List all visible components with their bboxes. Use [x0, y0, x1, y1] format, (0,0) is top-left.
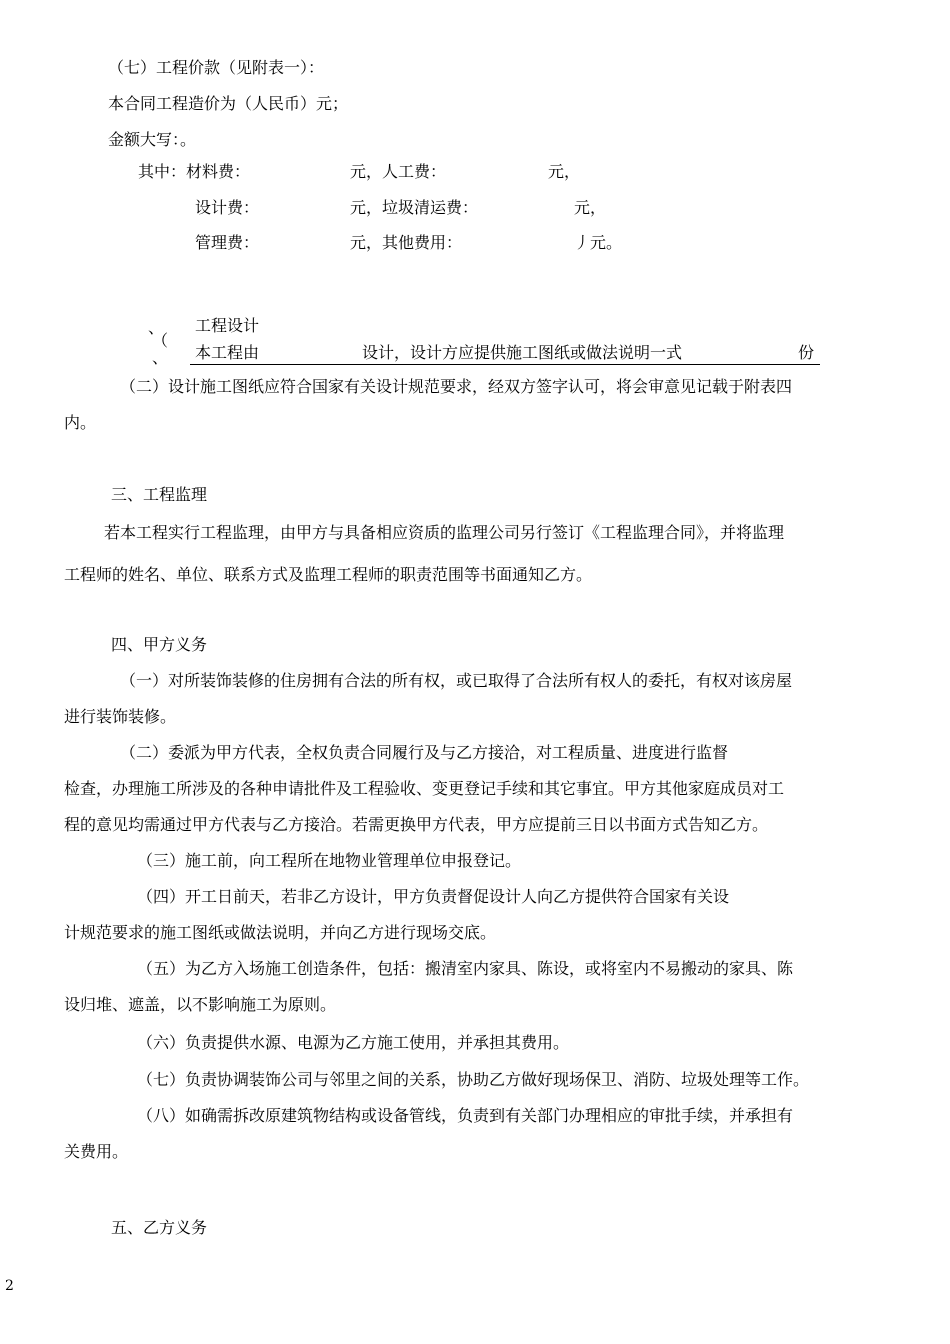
material-fee-label: 其中：材料费： — [138, 162, 251, 181]
supervision-section-title: 三、工程监理 — [111, 485, 208, 504]
section-mark: 、 — [148, 318, 165, 337]
party-a-item5-line1: （五）为乙方入场施工创造条件，包括：搬清室内家具、陈设，或将室内不易搬动的家具、陈 — [137, 959, 794, 978]
party-a-item5-line2: 设归堆、遮盖，以不影响施工为原则。 — [64, 995, 337, 1014]
labor-fee-unit: 元， — [548, 162, 581, 181]
total-price-line: 本合同工程造价为（人民币）元； — [108, 94, 349, 113]
party-a-item2-line2: 检查，办理施工所涉及的各种申请批件及工程验收、变更登记手续和其它事宜。甲方其他家庭成员对工 — [64, 779, 785, 798]
party-a-item4-line2: 计规范要求的施工图纸或做法说明，并向乙方进行现场交底。 — [64, 923, 497, 942]
amount-in-words-line: 金额大写：。 — [108, 130, 197, 149]
design-item2-line1: （二）设计施工图纸应符合国家有关设计规范要求，经双方签字认可，将会审意见记载于附表四 — [120, 377, 793, 396]
designer-line-lead: 本工程由 — [195, 343, 260, 362]
price-heading: （七）工程价款（见附表一）： — [108, 58, 325, 77]
other-fee-label: 元，其他费用： — [350, 233, 463, 252]
party-a-item8-line2: 关费用。 — [64, 1142, 129, 1161]
party-a-item8-line1: （八）如确需拆改原建筑物结构或设备管线，负责到有关部门办理相应的审批手续，并承担有 — [137, 1106, 794, 1125]
party-a-item1-line1: （一）对所装饰装修的住房拥有合法的所有权，或已取得了合法所有权人的委托，有权对该房屋 — [120, 671, 793, 690]
designer-line-copies: 份 — [798, 343, 815, 362]
management-fee-label: 管理费： — [195, 233, 260, 252]
designer-line-body: 设计，设计方应提供施工图纸或做法说明一式 — [362, 343, 683, 362]
supervision-para-line1: 若本工程实行工程监理，由甲方与具备相应资质的监理公司另行签订《工程监理合同》，并将监理 — [104, 523, 785, 542]
design-fee-label: 设计费： — [195, 198, 260, 217]
item-mark-comma: 、 — [152, 348, 169, 367]
design-item2-line2: 内。 — [64, 413, 97, 432]
labor-fee-label: 元，人工费： — [350, 162, 447, 181]
party-a-item2-line1: （二）委派为甲方代表，全权负责合同履行及与乙方接洽，对工程质量、进度进行监督 — [120, 743, 729, 762]
waste-fee-label: 元，垃圾清运费： — [350, 198, 479, 217]
party-a-item4-line1: （四）开工日前天，若非乙方设计，甲方负责督促设计人向乙方提供符合国家有关设 — [137, 887, 730, 906]
item-mark-paren: （ — [152, 331, 169, 350]
party-a-item2-line3: 程的意见均需通过甲方代表与乙方接洽。若需更换甲方代表，甲方应提前三日以书面方式告知乙方。 — [64, 815, 769, 834]
designer-line-underline — [190, 364, 820, 365]
waste-fee-unit: 元， — [574, 198, 607, 217]
party-a-item1-line2: 进行装饰装修。 — [64, 707, 177, 726]
party-a-item6: （六）负责提供水源、电源为乙方施工使用，并承担其费用。 — [137, 1033, 570, 1052]
party-a-item3: （三）施工前，向工程所在地物业管理单位申报登记。 — [137, 851, 522, 870]
other-fee-unit: 丿元。 — [574, 233, 623, 252]
party-b-section-title: 五、乙方义务 — [111, 1218, 208, 1237]
supervision-para-line2: 工程师的姓名、单位、联系方式及监理工程师的职责范围等书面通知乙方。 — [64, 565, 593, 584]
party-a-section-title: 四、甲方义务 — [111, 635, 208, 654]
party-a-item7: （七）负责协调装饰公司与邻里之间的关系，协助乙方做好现场保卫、消防、垃圾处理等工作。 — [137, 1070, 810, 1089]
design-section-title: 工程设计 — [195, 316, 260, 335]
page-number: 2 — [5, 1278, 14, 1294]
